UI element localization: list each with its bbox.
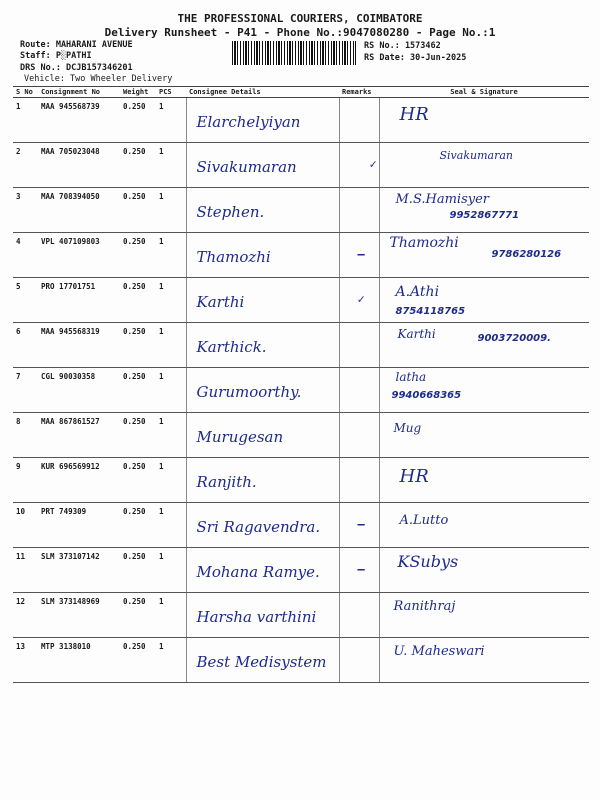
weight-cell: 0.250 — [120, 458, 156, 503]
pieces-cell: 1 — [156, 233, 186, 278]
signature: Ranithraj — [393, 599, 456, 614]
consignee-name: Murugesan — [196, 428, 284, 446]
weight-cell: 0.250 — [120, 278, 156, 323]
table-row — [13, 368, 589, 413]
table-header-row — [13, 87, 589, 98]
consignment-number-cell: CGL 90030358 — [38, 368, 120, 413]
pieces-cell: 1 — [156, 548, 186, 593]
consignment-number-cell: VPL 407109803 — [38, 233, 120, 278]
signature-cell — [379, 98, 589, 143]
signature: M.S.Hamisyer — [395, 192, 490, 207]
consignee-name: Mohana Ramye. — [196, 563, 320, 581]
serial-number-cell: 6 — [13, 323, 38, 368]
remarks-cell — [339, 503, 379, 548]
serial-number-cell: 1 — [13, 98, 38, 143]
column-header: Seal & Signature — [379, 87, 589, 98]
pieces-cell: 1 — [156, 593, 186, 638]
company-title: THE PROFESSIONAL COURIERS, COIMBATORE — [177, 12, 423, 25]
signature: HR — [399, 466, 429, 487]
signature: A.Lutto — [399, 513, 449, 528]
runsheet-subtitle: Delivery Runsheet - P41 - Phone No.:9047080280 - Page No.:1 — [104, 26, 496, 39]
consignee-name: Sivakumaran — [196, 158, 297, 176]
remarks-cell — [339, 368, 379, 413]
serial-number-cell: 3 — [13, 188, 38, 233]
barcode — [232, 41, 356, 65]
consignee-name: Best Medisystem — [196, 653, 327, 671]
weight-cell: 0.250 — [120, 188, 156, 233]
consignee-name: Karthick. — [196, 338, 267, 356]
table-row — [13, 143, 589, 188]
drs-number: DRS No.: DCJB157346201 — [20, 63, 133, 73]
rs-number: RS No.: 1573462 — [364, 41, 441, 51]
weight-cell: 0.250 — [120, 323, 156, 368]
table-row — [13, 233, 589, 278]
signature: Sivakumaran — [439, 149, 513, 162]
pieces-cell: 1 — [156, 323, 186, 368]
serial-number-cell: 9 — [13, 458, 38, 503]
remarks-cell — [339, 188, 379, 233]
signature: KSubys — [397, 552, 459, 571]
staff-label: Staff: P░PATHI — [20, 51, 92, 61]
handwritten-phone: 9003720009. — [477, 333, 551, 344]
consignee-name: Sri Ragavendra. — [196, 518, 321, 536]
signature: U. Maheswari — [393, 644, 485, 659]
remarks-cell — [339, 548, 379, 593]
consignee-name: Ranjith. — [196, 473, 257, 491]
remark-mark: ✓ — [357, 292, 365, 306]
consignee-name: Karthi — [196, 293, 245, 311]
signature: latha — [395, 370, 427, 384]
remark-mark: – — [357, 562, 365, 576]
consignee-cell — [186, 503, 339, 548]
signature-cell — [379, 548, 589, 593]
consignment-number-cell: MAA 945568739 — [38, 98, 120, 143]
weight-cell: 0.250 — [120, 638, 156, 683]
remarks-cell — [339, 143, 379, 188]
consignee-cell — [186, 98, 339, 143]
pieces-cell: 1 — [156, 638, 186, 683]
consignment-number-cell: MAA 708394050 — [38, 188, 120, 233]
remarks-cell — [339, 323, 379, 368]
consignment-number-cell: MAA 705023048 — [38, 143, 120, 188]
weight-cell: 0.250 — [120, 548, 156, 593]
signature-cell — [379, 188, 589, 233]
consignee-name: Harsha varthini — [196, 608, 317, 626]
pieces-cell: 1 — [156, 143, 186, 188]
remark-mark: – — [357, 247, 365, 261]
serial-number-cell: 10 — [13, 503, 38, 548]
signature-cell — [379, 503, 589, 548]
pieces-cell: 1 — [156, 413, 186, 458]
handwritten-phone: 9940668365 — [391, 390, 462, 401]
consignee-cell — [186, 413, 339, 458]
consignee-name: Elarchelyiyan — [196, 113, 301, 131]
remarks-cell — [339, 593, 379, 638]
remark-mark: ✓ — [369, 157, 377, 171]
signature-cell — [379, 458, 589, 503]
consignee-cell — [186, 323, 339, 368]
rs-date: RS Date: 30-Jun-2025 — [364, 53, 467, 63]
column-header: Remarks — [339, 87, 379, 98]
consignment-number-cell: SLM 373107142 — [38, 548, 120, 593]
consignee-name: Gurumoorthy. — [196, 383, 302, 401]
table-row — [13, 548, 589, 593]
weight-cell: 0.250 — [120, 98, 156, 143]
consignee-cell — [186, 458, 339, 503]
remarks-cell — [339, 233, 379, 278]
weight-cell: 0.250 — [120, 413, 156, 458]
table-row — [13, 593, 589, 638]
consignment-number-cell: KUR 696569912 — [38, 458, 120, 503]
remarks-cell — [339, 458, 379, 503]
consignment-number-cell: PRO 17701751 — [38, 278, 120, 323]
weight-cell: 0.250 — [120, 503, 156, 548]
signature-cell — [379, 413, 589, 458]
table-row — [13, 323, 589, 368]
runsheet-table — [13, 86, 589, 683]
serial-number-cell: 8 — [13, 413, 38, 458]
pieces-cell: 1 — [156, 98, 186, 143]
signature: Karthi — [397, 327, 436, 341]
column-header: PCS — [156, 87, 186, 98]
table-row — [13, 503, 589, 548]
remark-mark: – — [357, 517, 365, 531]
serial-number-cell: 4 — [13, 233, 38, 278]
column-header: Consignee Details — [186, 87, 339, 98]
table-row — [13, 188, 589, 233]
serial-number-cell: 5 — [13, 278, 38, 323]
pieces-cell: 1 — [156, 368, 186, 413]
signature-cell — [379, 593, 589, 638]
table-row — [13, 458, 589, 503]
signature-cell — [379, 323, 589, 368]
consignee-name: Thamozhi — [196, 248, 271, 266]
serial-number-cell: 11 — [13, 548, 38, 593]
consignee-cell — [186, 188, 339, 233]
consignee-name: Stephen. — [196, 203, 265, 221]
pieces-cell: 1 — [156, 458, 186, 503]
pieces-cell: 1 — [156, 188, 186, 233]
vehicle-label: Vehicle: Two Wheeler Delivery — [24, 74, 173, 84]
consignee-cell — [186, 548, 339, 593]
consignee-cell — [186, 233, 339, 278]
consignment-number-cell: SLM 373148969 — [38, 593, 120, 638]
serial-number-cell: 13 — [13, 638, 38, 683]
signature-cell — [379, 638, 589, 683]
serial-number-cell: 2 — [13, 143, 38, 188]
route-label: Route: MAHARANI AVENUE — [20, 40, 133, 50]
consignment-number-cell: PRT 749309 — [38, 503, 120, 548]
pieces-cell: 1 — [156, 278, 186, 323]
signature-cell — [379, 143, 589, 188]
consignee-cell — [186, 593, 339, 638]
column-header: Weight — [120, 87, 156, 98]
table-row — [13, 278, 589, 323]
consignment-number-cell: MAA 867861527 — [38, 413, 120, 458]
remarks-cell — [339, 278, 379, 323]
remarks-cell — [339, 98, 379, 143]
consignee-cell — [186, 143, 339, 188]
signature-cell — [379, 368, 589, 413]
signature: HR — [399, 104, 429, 125]
remarks-cell — [339, 638, 379, 683]
signature: A.Athi — [395, 284, 440, 300]
table-row — [13, 98, 589, 143]
signature-cell — [379, 233, 589, 278]
signature-cell — [379, 278, 589, 323]
consignment-number-cell: MTP 3138010 — [38, 638, 120, 683]
weight-cell: 0.250 — [120, 143, 156, 188]
signature: Mug — [393, 421, 422, 435]
serial-number-cell: 12 — [13, 593, 38, 638]
remarks-cell — [339, 413, 379, 458]
consignee-cell — [186, 638, 339, 683]
weight-cell: 0.250 — [120, 593, 156, 638]
consignee-cell — [186, 368, 339, 413]
serial-number-cell: 7 — [13, 368, 38, 413]
table-row — [13, 638, 589, 683]
consignee-cell — [186, 278, 339, 323]
table-row — [13, 413, 589, 458]
weight-cell: 0.250 — [120, 233, 156, 278]
handwritten-phone: 9952867771 — [449, 210, 520, 221]
pieces-cell: 1 — [156, 503, 186, 548]
consignment-number-cell: MAA 945568319 — [38, 323, 120, 368]
handwritten-phone: 8754118765 — [395, 306, 466, 317]
handwritten-phone: 9786280126 — [491, 249, 562, 260]
weight-cell: 0.250 — [120, 368, 156, 413]
column-header: S No — [13, 87, 38, 98]
signature: Thamozhi — [389, 235, 459, 251]
column-header: Consignment No — [38, 87, 120, 98]
